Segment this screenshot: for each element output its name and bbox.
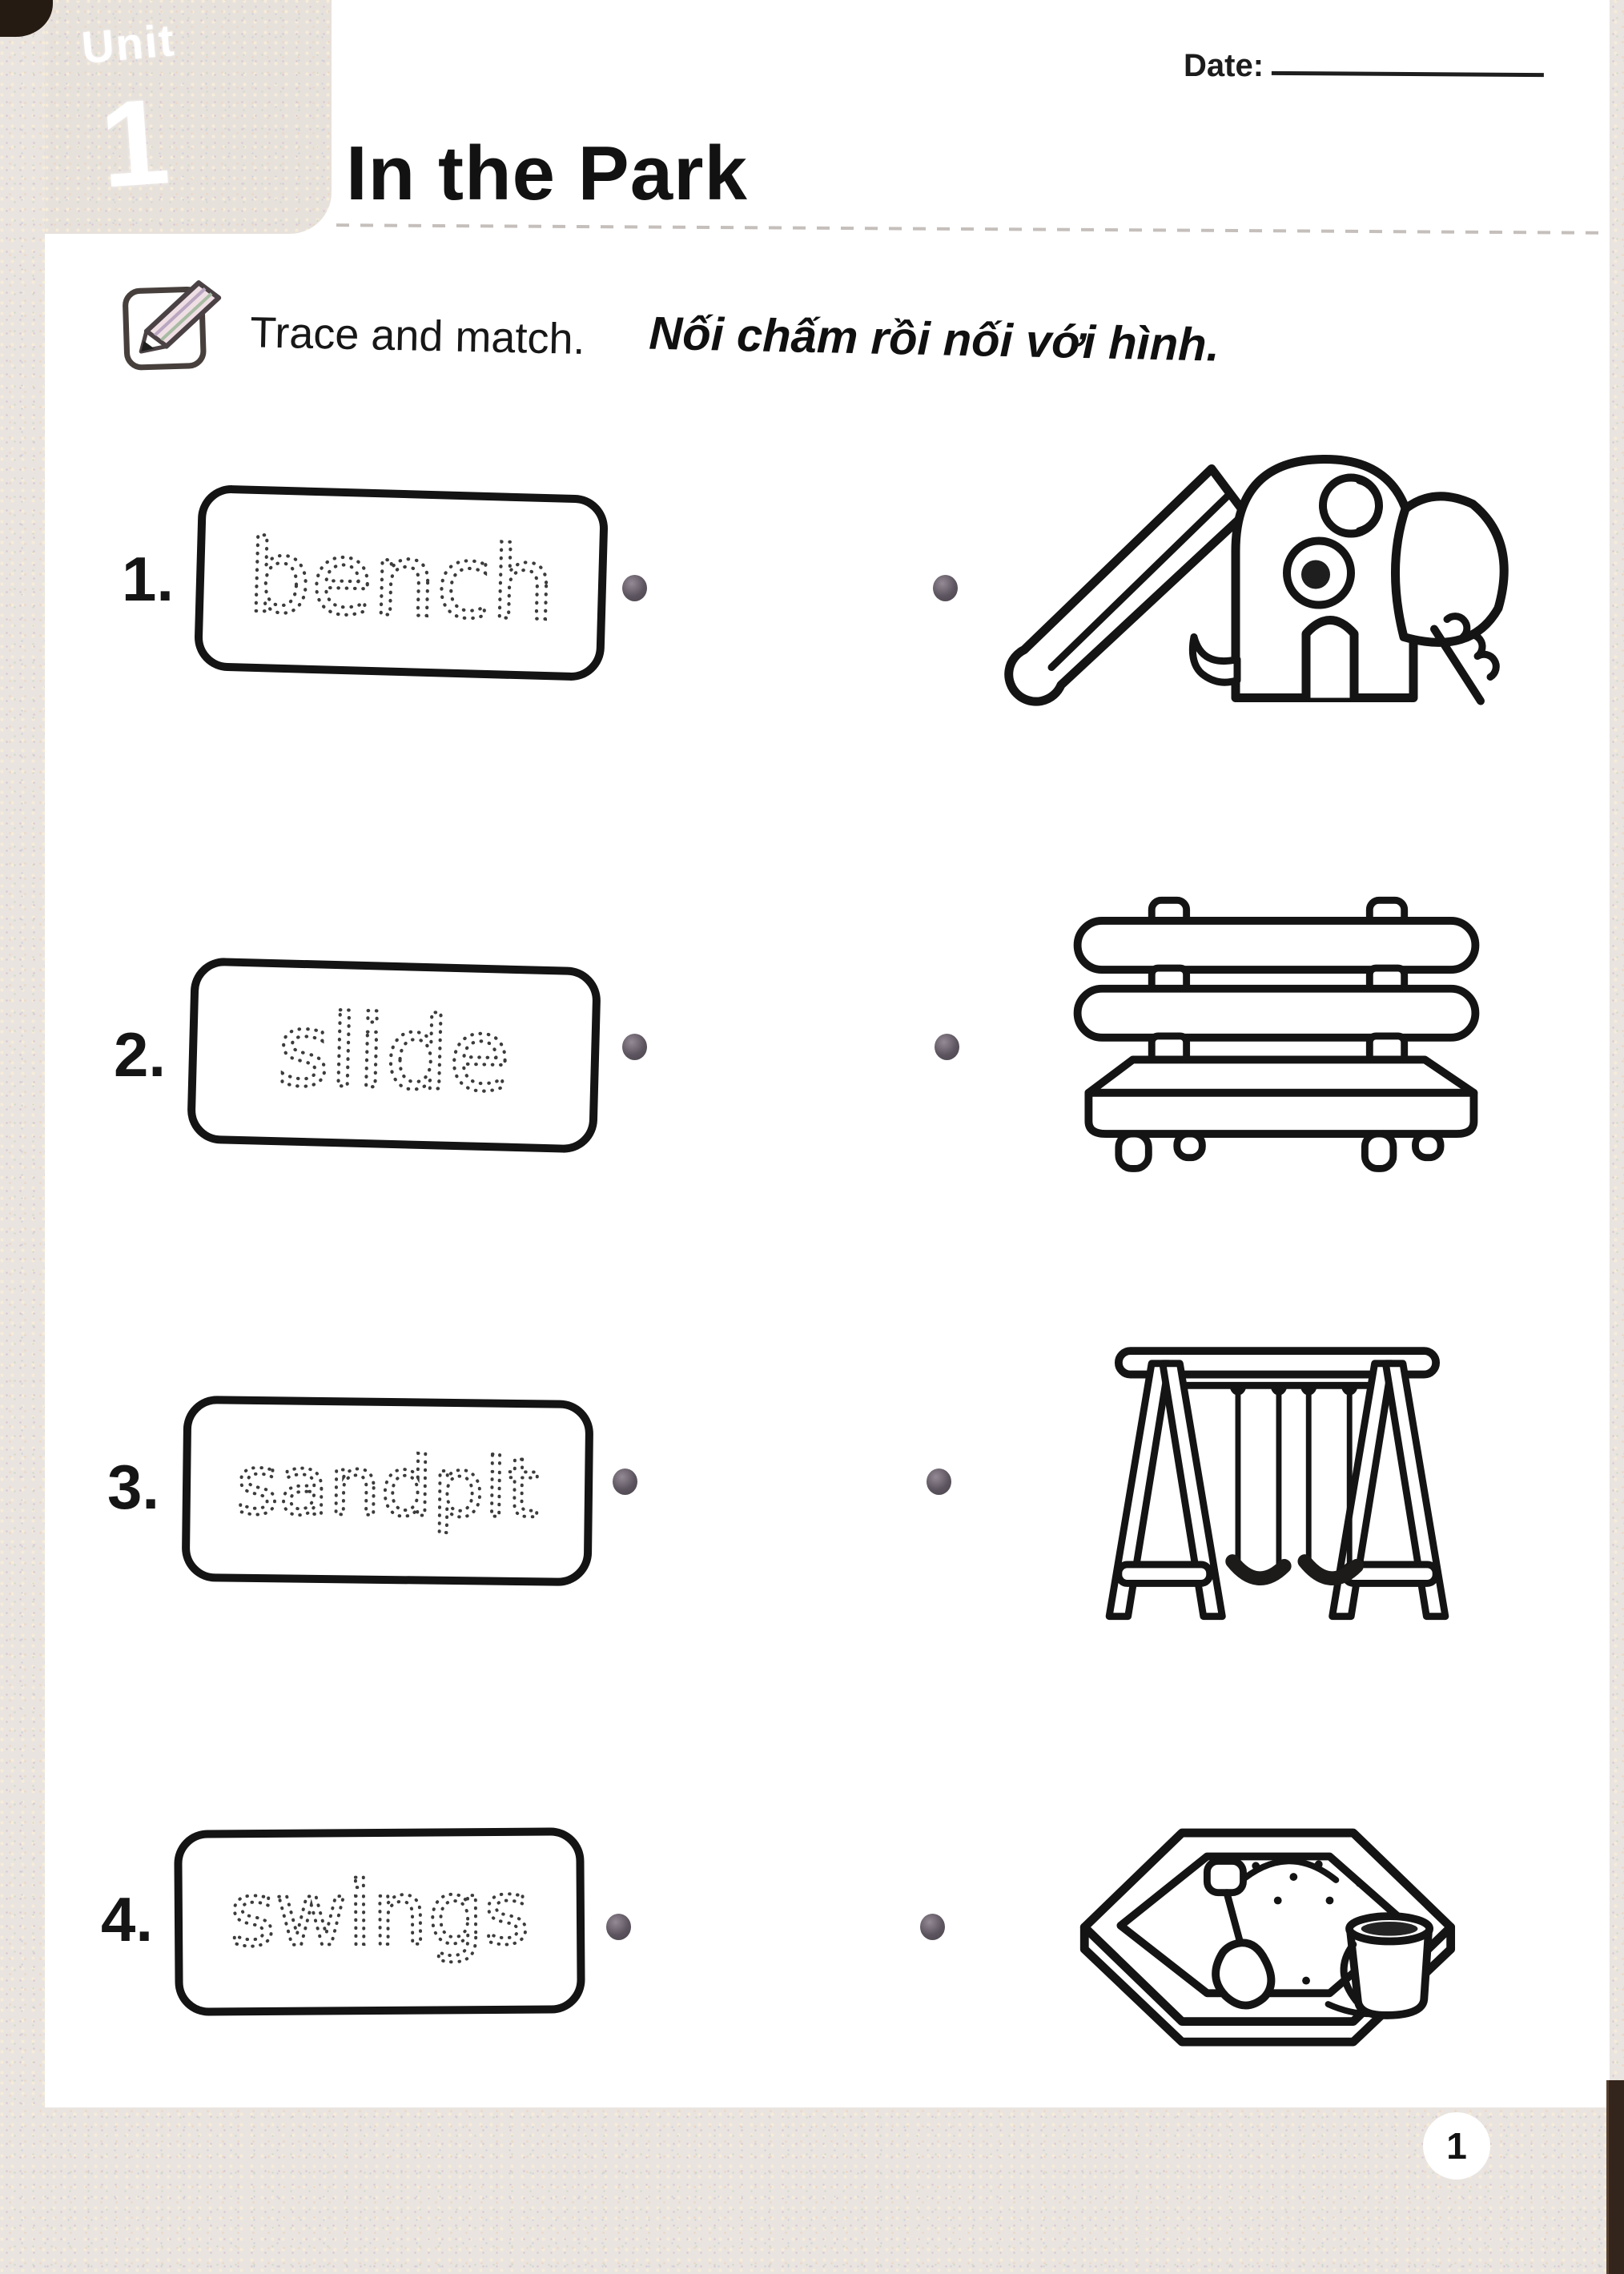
item-3-number: 3. bbox=[107, 1452, 160, 1522]
swing-set-image bbox=[1073, 1329, 1481, 1634]
date-blank-line bbox=[1272, 44, 1544, 77]
elephant-slide-image bbox=[957, 418, 1526, 725]
item-4-word-dot bbox=[606, 1914, 631, 1940]
svg-text:slide: slide bbox=[275, 992, 513, 1115]
scan-edge-shadow bbox=[1606, 2080, 1624, 2274]
item-3-image-dot bbox=[927, 1468, 951, 1495]
page-number: 1 bbox=[1446, 2125, 1467, 2167]
item-4-trace-word bbox=[191, 1840, 568, 2003]
svg-text:sandpit: sandpit bbox=[235, 1437, 540, 1537]
sandpit-image bbox=[1053, 1787, 1477, 2059]
item-2-trace-word bbox=[203, 970, 584, 1140]
date-label: Date: bbox=[1184, 48, 1264, 83]
page-title: In the Park bbox=[346, 131, 748, 216]
item-1-number: 1. bbox=[122, 544, 175, 614]
item-3-word-dot bbox=[613, 1468, 637, 1495]
item-1-image-dot bbox=[933, 575, 958, 601]
item-2-trace-box bbox=[187, 957, 601, 1153]
item-2-image-dot bbox=[935, 1034, 959, 1060]
unit-tab bbox=[45, 0, 332, 234]
pencil-icon bbox=[119, 267, 227, 375]
item-4-image-dot bbox=[920, 1914, 945, 1940]
svg-text:bench: bench bbox=[246, 518, 557, 644]
item-2-word-dot bbox=[622, 1034, 647, 1060]
item-3-trace-word bbox=[199, 1408, 577, 1573]
item-1-trace-box bbox=[194, 484, 609, 681]
item-2-number: 2. bbox=[114, 1019, 167, 1090]
page-number-badge bbox=[1423, 2112, 1490, 2180]
unit-label: Unit bbox=[79, 14, 178, 73]
instruction-vietnamese: Nối chấm rồi nối với hình. bbox=[648, 307, 1220, 372]
instruction-english: Trace and match. bbox=[249, 308, 586, 364]
unit-number: 1 bbox=[96, 73, 174, 214]
park-bench-image bbox=[1055, 887, 1497, 1176]
item-1-trace-word bbox=[211, 497, 591, 668]
instruction-row bbox=[119, 267, 1434, 438]
date-row bbox=[1184, 45, 1544, 84]
item-4-number: 4. bbox=[101, 1884, 154, 1955]
item-4-trace-box bbox=[174, 1827, 585, 2016]
item-3-trace-box bbox=[182, 1396, 594, 1586]
item-1-word-dot bbox=[622, 575, 647, 601]
svg-text:swings: swings bbox=[229, 1861, 530, 1967]
